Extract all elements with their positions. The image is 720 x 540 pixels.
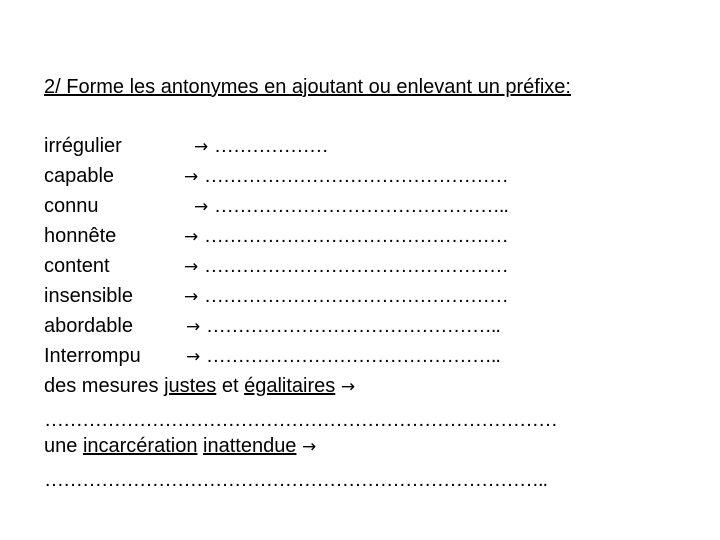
row-answer [186,341,500,372]
phrase-underlined-word: égalitaires [244,375,336,397]
row-answer [186,311,500,342]
arrow-icon: → [184,257,199,277]
exercise-row-abordable [44,311,644,341]
phrase-justes-egalitaires [44,371,355,402]
answer-dots: ………………………………………… [203,255,508,277]
answer-dots: ……………………………………….. [213,195,508,217]
arrow-icon: → [340,377,356,397]
arrow-icon: → [194,137,209,157]
row-answer [194,131,328,162]
row-word: abordable [44,315,133,337]
row-answer [184,281,508,312]
row-answer [194,191,508,222]
phrase-prefix: une [44,435,83,457]
row-answer [184,161,508,192]
row-word: insensible [44,285,133,307]
exercise-row-irregulier [44,131,644,161]
phrase-prefix: des mesures [44,375,165,397]
exercise-row-insensible [44,281,644,311]
phrase-answer-dots: ……………………………………………………………………… [44,409,557,431]
arrow-icon: → [186,317,201,337]
row-word: Interrompu [44,345,141,367]
row-word: content [44,255,110,277]
phrase-underlined-word: inattendue [203,435,297,457]
exercise-row-connu [44,191,644,221]
answer-dots: ……………………………………….. [205,345,500,367]
phrase-incarceration-inattendue [44,431,316,462]
phrase-underlined-word: incarcération [82,435,198,457]
arrow-icon: → [184,287,199,307]
page-title: 2/ Forme les antonymes en ajoutant ou enlevant un préfixe: [44,76,571,98]
phrase-answer-dots: …………………………………………………………………….. [44,469,548,491]
row-answer [184,251,508,282]
arrow-icon: → [302,437,317,457]
arrow-icon: → [194,197,209,217]
exercise-row-honnete [44,221,644,251]
arrow-icon: → [184,227,199,247]
answer-dots: ……………………………………….. [205,315,500,337]
row-answer [184,221,508,252]
answer-dots: ………………………………………… [203,225,508,247]
exercise-row-capable [44,161,644,191]
answer-dots: ……………… [213,135,328,157]
exercise-row-interrompu [44,341,644,371]
phrase-middle: et [216,375,245,397]
arrow-icon: → [186,347,201,367]
row-word: capable [44,165,115,187]
phrase-underlined-word: justes [164,375,217,397]
arrow-icon: → [184,167,199,187]
answer-dots: ………………………………………… [203,165,508,187]
exercise-row-content [44,251,644,281]
row-word: honnête [44,225,117,247]
row-word: irrégulier [44,135,122,157]
row-word: connu [44,195,99,217]
answer-dots: ………………………………………… [203,285,508,307]
